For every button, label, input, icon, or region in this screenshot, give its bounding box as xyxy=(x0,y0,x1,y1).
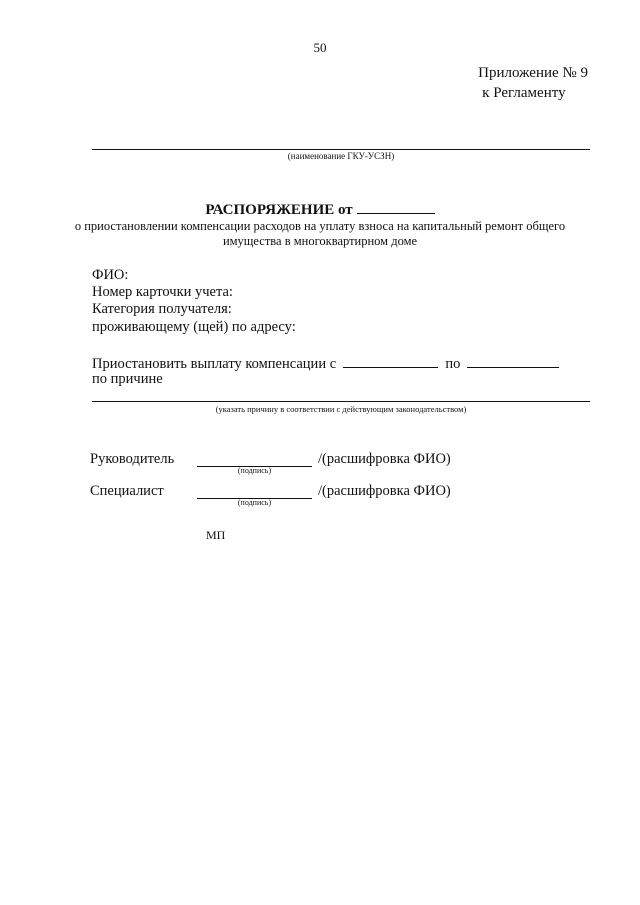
signature-decode-specialist: /(расшифровка ФИО) xyxy=(318,483,451,499)
field-fio: ФИО: xyxy=(92,267,129,283)
suspend-text: Приостановить выплату компенсации с xyxy=(92,356,337,372)
org-name-line[interactable] xyxy=(92,149,590,150)
appendix-number: Приложение № 9 xyxy=(478,65,588,81)
signature-role-head: Руководитель xyxy=(90,451,175,467)
order-title-text: РАСПОРЯЖЕНИЕ от xyxy=(205,202,353,218)
reason-line[interactable] xyxy=(92,401,590,402)
field-card-number: Номер карточки учета: xyxy=(92,284,233,300)
org-name-caption: (наименование ГКУ-УСЗН) xyxy=(287,151,395,161)
signature-decode-head: /(расшифровка ФИО) xyxy=(318,451,451,467)
order-subtitle-line2: имущества в многоквартирном доме xyxy=(222,234,418,248)
signature-caption-head: (подпись) xyxy=(237,466,272,475)
stamp-place: МП xyxy=(206,528,226,542)
suspend-reason-label: по причине xyxy=(92,371,163,387)
suspend-to-label: по xyxy=(445,356,461,372)
suspend-line xyxy=(92,353,559,373)
appendix-regulation: к Регламенту xyxy=(482,85,566,101)
suspend-from-date-blank[interactable] xyxy=(343,353,438,368)
order-subtitle-line1: о приостановлении компенсации расходов на уплату взноса на капитальный ремонт общего xyxy=(74,219,566,233)
reason-caption: (указать причину в соответствии с действующим законодательством) xyxy=(215,404,467,414)
order-title xyxy=(0,199,640,219)
appendix-header xyxy=(478,63,588,103)
order-date-blank[interactable] xyxy=(357,199,435,214)
signature-role-specialist: Специалист xyxy=(90,483,164,499)
page-number: 50 xyxy=(313,40,327,55)
field-address: проживающему (щей) по адресу: xyxy=(92,319,296,335)
field-recipient-category: Категория получателя: xyxy=(92,301,232,317)
order-subtitle xyxy=(0,219,640,249)
signature-caption-specialist: (подпись) xyxy=(237,498,272,507)
suspend-to-date-blank[interactable] xyxy=(467,353,559,368)
